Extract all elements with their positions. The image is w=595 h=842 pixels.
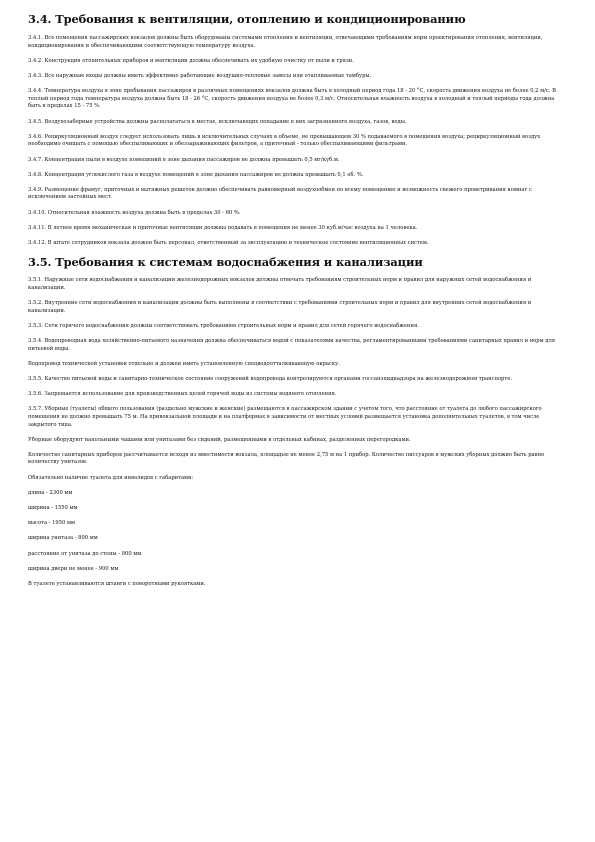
section-heading-ventilation: 3.4. Требования к вентиляции, отоплению и кондиционированию [28,12,466,26]
dimension-height: высота - 1950 мм [28,520,76,527]
clause-3-5-4: 3.5.4. Водопроводная вода хозяйственно-питьевого назначения должна обеспечиваться водой с показателями качества, регламентированными требованиями санитарных правил и норм для питьевой воды. [28,337,556,352]
clause-3-4-7: 3.4.7. Концентрация пыли в воздухе помещений в зоне дыхания пассажиров не должна превышать 0,5 мг/куб.м. [28,156,340,163]
clause-3-5-6: 3.5.6. Запрещается использование для производственных целей горячей воды из системы водяного отопления. [28,391,337,398]
paragraph-tech-water: Водопровод технической установки отдельно и должен иметь установленную спецводоотталкивающую окраску. [28,360,340,367]
clause-3-4-3: 3.4.3. Все наружные входы должны иметь эффективно работающие воздушно-тепловые завесы или отапливаемые тамбуры. [28,72,372,79]
paragraph-toilet-fixtures: Уборные оборудуют напольными чашами или унитазами без сидений, размещенными в отдельных кабинах, разделенных перегородками. [28,436,411,443]
clause-3-5-2: 3.5.2. Внутренние сети водоснабжения и канализации должны быть выполнены в соответствии с требованиями строительных норм и правил для внутренних сетей водоснабжения и канализации. [28,300,532,314]
clause-3-4-10: 3.4.10. Относительная влажность воздуха должна быть в пределах 30 - 60 %. [28,209,241,216]
dimension-toilet-width: ширина унитаза - 800 мм [28,535,98,542]
clause-3-5-7: 3.5.7. Уборные (туалеты) общего пользования (раздельно мужские и женские) размещаются в пассажирском здании с учетом того, что расстояние от туалета до любого пассажирского помещения не должно превышать 75 м. На привокзальной площади и на платформах в зависимости от местных условий размещается установка дополнительных туалетов, в том числе закрытого типа. [28,406,542,428]
paragraph-disabled-toilet: Обязательно наличие туалета для инвалидов с габаритами: [28,474,194,481]
dimension-toilet-wall-distance: расстояние от унитаза до стены - 800 мм [28,550,142,557]
clause-3-4-8: 3.4.8. Концентрация углекислого газа в воздухе помещений в зоне дыхания пассажиров не должна превышать 0,1 об. %. [28,171,364,178]
clause-3-4-1: 3.4.1. Все помещения пассажирских вокзалов должны быть оборудованы системами отопления и вентиляции, отвечающими требованиям норм проектирования отопления, вентиляции, кондиционирования и обеспечивающими соответствующую температуру воздуха. [28,35,543,49]
clause-3-5-3: 3.5.3. Сети горячего водоснабжения должны соответствовать требованиям строительных норм и правил для сетей горячего водоснабжения. [28,322,419,329]
section-heading-water-supply: 3.5. Требования к системам водоснабжения и канализации [28,255,423,270]
clause-3-5-5: 3.5.5. Качество питьевой воды и санитарно-техническое состояние сооружений водопровода контролируются органами госсанэпиднадзора на железнодорожном транспорте. [28,375,512,382]
clause-3-4-6: 3.4.6. Рециркуляционный воздух следует использовать лишь в исключительных случаях в объеме, не превышающем 30 % подаваемого в помещения воздуха; рециркуляционный воздух необходимо очищать с помощью обеспыливающих и обеззараживающих фильтров, а притечный - только обеспыливающими фильтрами. [28,133,541,148]
dimension-length: длина - 2300 мм [28,489,73,496]
clause-3-4-2: 3.4.2. Конструкция отопительных приборов и вентиляции должна обеспечивать их удобную очистку от пыли и грязи. [28,57,354,64]
clause-3-4-5: 3.4.5. Воздухозаборные устройства должны располагаться в местах, исключающих попадание в них загрязненного воздуха, газов, воды. [28,118,407,125]
dimension-door-width: ширина двери не менее - 900 мм [28,565,119,572]
clause-3-5-1: 3.5.1. Наружные сети водоснабжения и канализации железнодорожных вокзалов должны отвечать требованиям строительных норм и правил для наружных сетей водоснабжения и канализации. [28,277,532,291]
dimension-width: ширина - 1550 мм [28,505,78,512]
clause-3-4-4: 3.4.4. Температура воздуха в зоне пребывания пассажиров в различных помещениях вокзалов должна быть в холодный период года 18 - 20 °С, скорость движения воздуха не более 0,2 м/с. В теплый период года температура воздуха должна быть 18 - 26 °С, скорость движения воздуха не более 0,3 м/с. Относительная влажность воздуха в холодный и теплый периоды года должна быть в пределах 15 - 75 %. [28,88,556,110]
paragraph-grab-bars: В туалете устанавливаются штанги с поворотными рукоятками. [28,580,206,587]
clause-3-4-11: 3.4.11. В летнее время механическая и приточные вентиляции должны подавать в помещения не менее 30 куб.м/час воздуха на 1 человека. [28,224,418,231]
clause-3-4-12: 3.4.12. В штате сотрудников вокзала должен быть персонал, ответственный за эксплуатацию и техническое состояние вентиляционных систем. [28,240,429,247]
paragraph-fixture-count: Количество санитарных приборов рассчитывается исходя из вместимости вокзала, площадью не менее 2,75 м на 1 прибор. Количество писсуаров в мужских уборных должно быть равно количеству унитазов. [28,451,545,466]
clause-3-4-9: 3.4.9. Размещение фрамуг, приточных и вытяжных решеток должно обеспечивать равномерный воздухообмен по всему помещению и возможность свежего проветривания комнат с исключением застойных мест. [28,186,532,201]
